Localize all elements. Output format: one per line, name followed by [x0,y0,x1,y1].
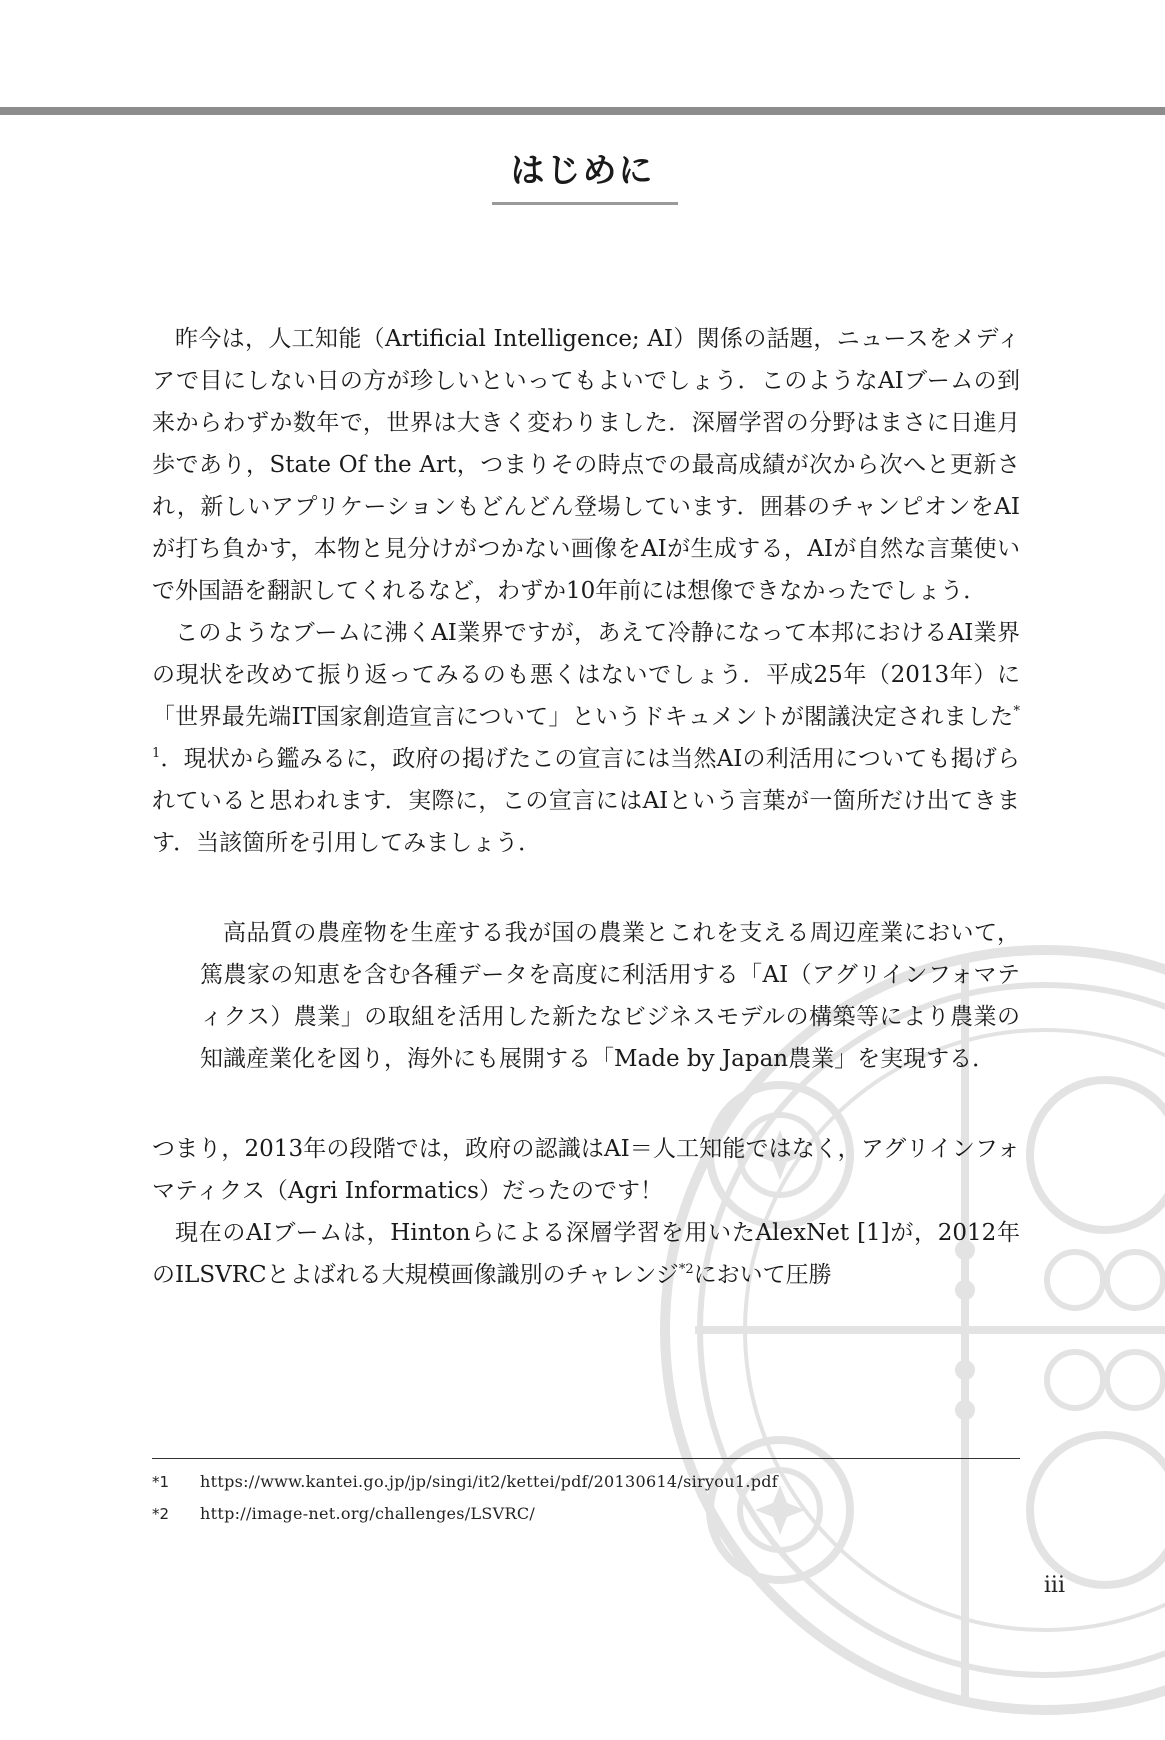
paragraph-ai-boom-text: 現在のAIブームは，Hintonらによる深層学習を用いたAlexNet [1]が，2012年のILSVRCとよばれる大規模画像識別のチャレンジ [152,1220,1020,1288]
chapter-title: はじめに [510,151,655,191]
top-header-rule [0,107,1165,115]
footnote-ref-2[interactable]: *2 [678,1262,694,1277]
paragraph-declaration [152,612,1020,864]
paragraph-conclusion: つまり，2013年の段階では，政府の認識はAI＝人工知能ではなく，アグリインフォマティクス（Agri Informatics）だったのです！ [152,1136,1020,1204]
footnote-mark: *2 [152,1505,170,1523]
footnote-1 [152,1466,1020,1498]
paragraph-intro: 昨今は，人工知能（Artificial Intelligence; AI）関係の話題，ニュースをメディアで目にしない日の方が珍しいといってもよいでしょう．このようなAIブームの到来からわずか数年で，世界は大きく変わりました．深層学習の分野はまさに日進月歩であり，State Of the Art，つまりその時点での最高成績が次から次へと更新され，新しいアプリケーションもどんどん登場しています．囲碁のチャンピオンをAIが打ち負かす，本物と見分けがつかない画像をAIが生成する，AIが自然な言葉使いで外国語を翻訳してくれるなど，わずか10年前には想像できなかったでしょう． [152,326,1020,604]
paragraph-declaration-text-cont: ．現状から鑑みるに，政府の掲げたこの宣言には当然AIの利活用についても掲げられていると思われます．実際に，この宣言にはAIという言葉が一箇所だけ出てきます．当該箇所を引用してみましょう． [152,746,1020,856]
block-quote-text: 高品質の農産物を生産する我が国の農業とこれを支える周辺産業において，篤農家の知恵を含む各種データを高度に利活用する「AI（アグリインフォマティクス）農業」の取組を活用した新たなビジネスモデルの構築等により農業の知識産業化を図り，海外にも展開する「Made by Japan農業」を実現する． [200,920,1020,1072]
footnote-link[interactable]: http://image-net.org/challenges/LSVRC/ [200,1504,536,1523]
paragraph-ai-boom [152,1212,1020,1296]
block-quote [200,912,1020,1080]
footnote-2 [152,1498,1020,1530]
footnote-link[interactable]: https://www.kantei.go.jp/jp/singi/it2/kettei/pdf/20130614/siryou1.pdf [200,1472,779,1491]
paragraph-declaration-text: このようなブームに沸くAI業界ですが，あえて冷静になって本邦におけるAI業界の現状を改めて振り返ってみるのも悪くはないでしょう．平成25年（2013年）に「世界最先端IT国家創造宣言について」というドキュメントが閣議決定されました [152,620,1020,730]
title-underline [492,202,678,205]
footnotes [152,1466,1020,1530]
footnote-mark: *1 [152,1473,170,1491]
page-number: iii [1043,1573,1065,1598]
footnote-separator [152,1458,1020,1459]
footnote-ref-1[interactable]: *1 [152,704,1020,761]
body-text [152,318,1020,1296]
paragraph-ai-boom-text-cont: において圧勝 [693,1262,832,1288]
